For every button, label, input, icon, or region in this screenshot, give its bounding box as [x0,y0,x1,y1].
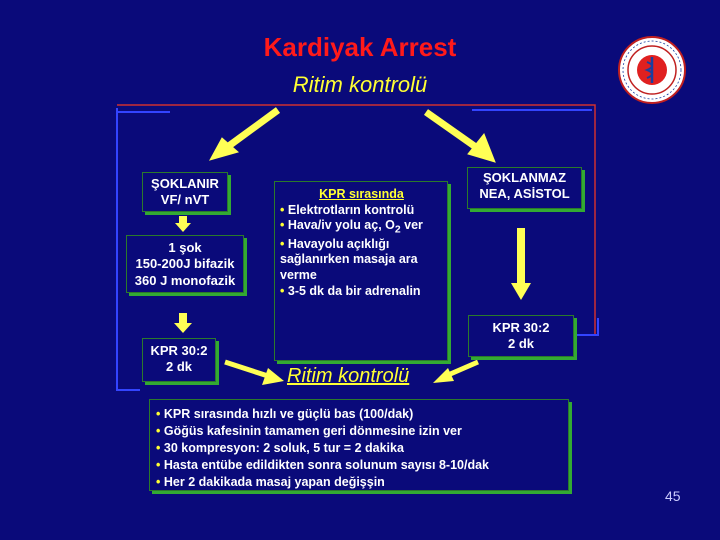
item-text: Elektrotların kontrolü [287,202,415,217]
during-cpr-item [280,218,443,237]
arrow-right-to-rhythm [448,362,478,375]
arrow-to-shockable [226,110,278,148]
arrow-left-to-rhythm [225,362,268,376]
cpr-right-box [468,315,574,357]
bullet: • [156,457,161,472]
bullet: • [280,202,285,217]
bullet: • [280,283,285,298]
guideline-item [156,440,564,457]
page-title: Kardiyak Arrest [263,32,457,62]
bullet: • [280,218,285,233]
cpr-ratio-left: KPR 30:2 [150,343,208,358]
guideline-item [156,406,564,423]
guideline-text: KPR sırasında hızlı ve güçlü bas (100/dak) [163,407,414,421]
cpr-guidelines-box [149,399,569,491]
cpr-ratio-right: KPR 30:2 [492,320,550,335]
shockable-rhythms: VF/ nVT [160,192,210,208]
guideline-item [156,457,564,474]
cpr-left-box [142,338,216,382]
arrow-down-1-stem [179,216,187,224]
o2-subscript: 2 [394,224,401,236]
during-cpr-heading: KPR sırasında [319,187,404,201]
cpr-duration-left: 2 dk [165,359,192,375]
non-shockable-title: ŞOKLANMAZ [482,170,567,185]
page-number: 45 [665,488,681,504]
during-cpr-item [280,237,443,284]
arrow-right-to-rhythm-head [433,368,454,383]
item-text: Havayolu açıklığı sağlanırken masaja ara verme [280,236,418,283]
item-text: 3-5 dk da bir adrenalin [287,283,421,298]
guideline-text: Hasta entübe edildikten sonra solunum sayısı 8-10/dak [163,457,489,472]
shock-dose-box [126,235,244,293]
bullet: • [156,440,161,455]
bullet: • [156,474,161,489]
monophasic-dose: 360 J monofazik [134,272,236,288]
item-text-tail: ver [400,218,423,233]
rhythm-check-bottom: Ritim kontrolü [287,365,410,387]
during-cpr-item [280,284,443,300]
guideline-item [156,474,564,491]
shock-count: 1 şok [168,240,202,255]
arrow-left-to-rhythm-head [262,368,284,385]
guideline-text: Her 2 dakikada masaj yapan değişşin [163,474,385,489]
rhythm-check-top: Ritim kontrolü [292,72,428,97]
guideline-item [156,423,564,440]
guideline-text: Göğüs kafesinin tamamen geri dönmesine izin ver [163,423,462,438]
non-shockable-rhythms: NEA, ASİSTOL [479,186,570,202]
shockable-box [142,172,228,212]
arrow-down-right-stem [517,228,525,285]
bullet: • [156,423,161,438]
bullet: • [156,407,161,421]
guideline-text: 30 kompresyon: 2 soluk, 5 tur = 2 dakika [163,440,404,455]
arrow-down-1-head [175,223,191,232]
bullet: • [280,236,285,251]
during-cpr-item [280,203,443,219]
non-shockable-box [467,167,582,209]
shockable-title: ŞOKLANIR [151,176,219,191]
arrow-down-right-head [511,283,531,300]
arrow-to-nonshockable [426,112,480,150]
arrow-down-2-head [174,323,192,333]
during-cpr-box [274,181,448,361]
biphasic-dose: 150-200J bifazik [135,256,235,272]
item-text: Hava/iv yolu aç, O [287,218,395,233]
cpr-duration-right: 2 dk [507,336,534,352]
